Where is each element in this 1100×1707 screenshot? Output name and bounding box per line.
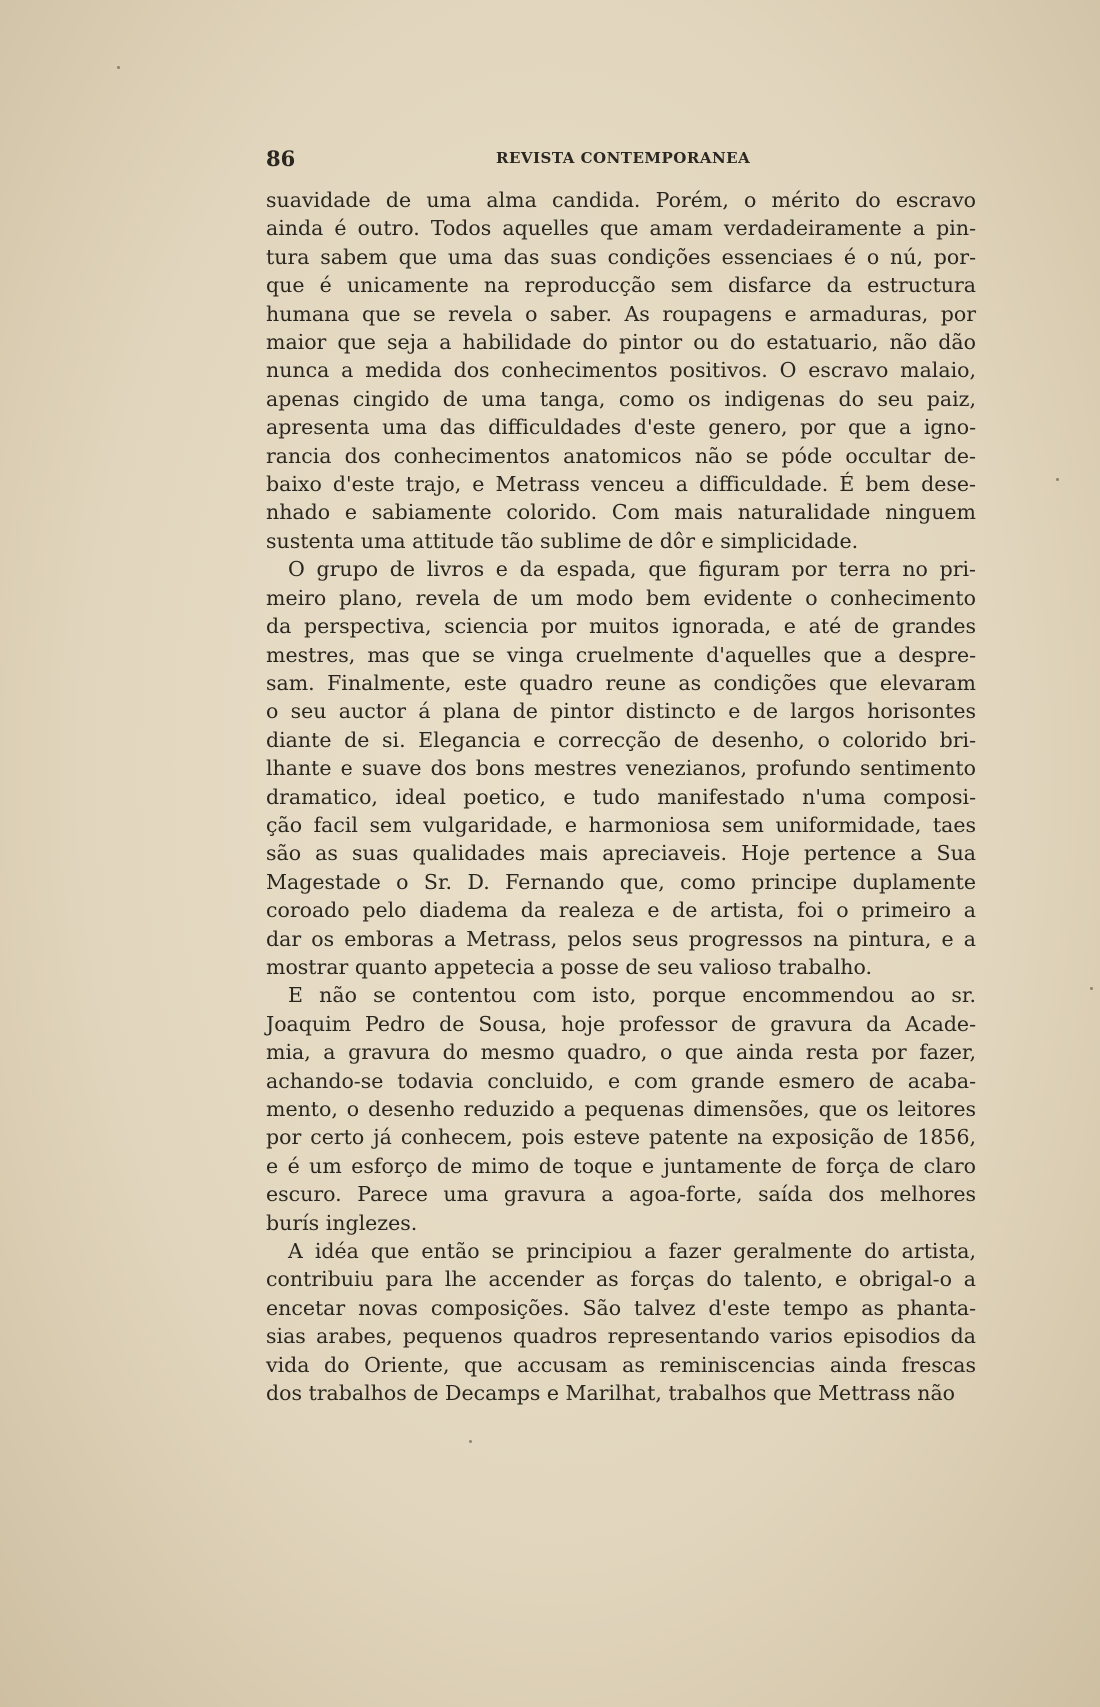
- ink-speck: [469, 1440, 472, 1443]
- ink-speck: [117, 66, 120, 69]
- text-line: mia, a gravura do mesmo quadro, o que ainda resta por fazer,: [266, 1040, 976, 1065]
- text-line: vida do Oriente, que accusam as reminiscencias ainda frescas: [266, 1352, 976, 1377]
- text-line: apenas cingido de uma tanga, como os indigenas do seu paiz,: [266, 386, 976, 411]
- text-line: mostrar quanto appetecia a posse de seu valioso trabalho.: [266, 954, 873, 979]
- text-line: contribuiu para lhe accender as forças do talento, e obrigal-o a: [266, 1267, 976, 1292]
- text-line: meiro plano, revela de um modo bem evidente o conhecimento: [266, 585, 976, 610]
- text-line: escuro. Parece uma gravura a agoa-forte, saída dos melhores: [266, 1182, 976, 1207]
- text-line: diante de si. Elegancia e correcção de desenho, o colorido bri-: [266, 727, 976, 752]
- running-title: REVISTA CONTEMPORANEA: [496, 149, 751, 167]
- text-line: coroado pelo diadema da realeza e de artista, foi o primeiro a: [266, 898, 976, 923]
- text-line: tura sabem que uma das suas condições essenciaes é o nú, por-: [266, 244, 976, 269]
- text-line: da perspectiva, sciencia por muitos ignorada, e até de grandes: [266, 614, 976, 639]
- page-number: 86: [266, 146, 296, 171]
- text-line: maior que seja a habilidade do pintor ou do estatuario, não dão: [266, 330, 976, 355]
- text-line: ainda é outro. Todos aquelles que amam verdadeiramente a pin-: [266, 216, 976, 241]
- text-line: O grupo de livros e da espada, que figuram por terra no pri-: [288, 557, 976, 582]
- text-line: Joaquim Pedro de Sousa, hoje professor de gravura da Acade-: [266, 1011, 976, 1036]
- text-line: ção facil sem vulgaridade, e harmoniosa sem uniformidade, taes: [266, 812, 976, 837]
- text-line: encetar novas composições. São talvez d'este tempo as phanta-: [266, 1295, 976, 1320]
- paragraph: [266, 981, 976, 1237]
- text-line: rancia dos conhecimentos anatomicos não se póde occultar de-: [266, 443, 976, 468]
- text-line: nunca a medida dos conhecimentos positivos. O escravo malaio,: [266, 358, 976, 383]
- text-line: que é unicamente na reproducção sem disfarce da estructura: [266, 273, 976, 298]
- text-line: mento, o desenho reduzido a pequenas dimensões, que os leitores: [266, 1097, 976, 1121]
- body-text: [266, 186, 976, 1407]
- text-line: E não se contentou com isto, porque encommendou ao sr.: [288, 983, 976, 1008]
- text-line: nhado e sabiamente colorido. Com mais naturalidade ninguem: [266, 500, 976, 525]
- text-line: sam. Finalmente, este quadro reune as condições que elevaram: [266, 670, 976, 695]
- ink-speck: [1056, 478, 1059, 481]
- text-line: apresenta uma das difficuldades d'este genero, por que a igno-: [266, 415, 976, 440]
- text-line: são as suas qualidades mais apreciaveis. Hoje pertence a Sua: [266, 841, 976, 866]
- text-line: sias arabes, pequenos quadros representando varios episodios da: [266, 1324, 976, 1349]
- text-line: baixo d'este trajo, e Metrass venceu a difficuldade. É bem dese-: [266, 472, 976, 497]
- page-header: [266, 146, 976, 172]
- text-line: dar os emboras a Metrass, pelos seus progressos na pintura, e a: [266, 926, 976, 951]
- text-line: A idéa que então se principiou a fazer geralmente do artista,: [288, 1239, 976, 1264]
- text-line: por certo já conhecem, pois esteve patente na exposição de 1856,: [266, 1125, 976, 1150]
- paragraph: [266, 555, 976, 981]
- text-line: Magestade o Sr. D. Fernando que, como principe duplamente: [266, 869, 976, 894]
- text-line: lhante e suave dos bons mestres venezianos, profundo sentimento: [266, 756, 976, 781]
- text-line: o seu auctor á plana de pintor distincto e de largos horisontes: [266, 699, 976, 724]
- text-line: suavidade de uma alma candida. Porém, o mérito do escravo: [266, 188, 976, 212]
- text-line: dos trabalhos de Decamps e Marilhat, trabalhos que Mettrass não: [266, 1381, 956, 1406]
- text-line: humana que se revela o saber. As roupagens e armaduras, por: [266, 301, 976, 326]
- text-line: mestres, mas que se vinga cruelmente d'aquelles que a despre-: [266, 642, 976, 667]
- text-line: e é um esforço de mimo de toque e juntamente de força de claro: [266, 1153, 976, 1178]
- paragraph: [266, 186, 976, 555]
- ink-speck: [1090, 987, 1093, 990]
- text-line: achando-se todavia concluido, e com grande esmero de acaba-: [266, 1068, 976, 1093]
- text-line: sustenta uma attitude tão sublime de dôr e simplicidade.: [266, 528, 859, 553]
- text-line: burís inglezes.: [266, 1210, 418, 1235]
- paragraph: [266, 1237, 976, 1407]
- text-line: dramatico, ideal poetico, e tudo manifestado n'uma composi-: [266, 784, 976, 809]
